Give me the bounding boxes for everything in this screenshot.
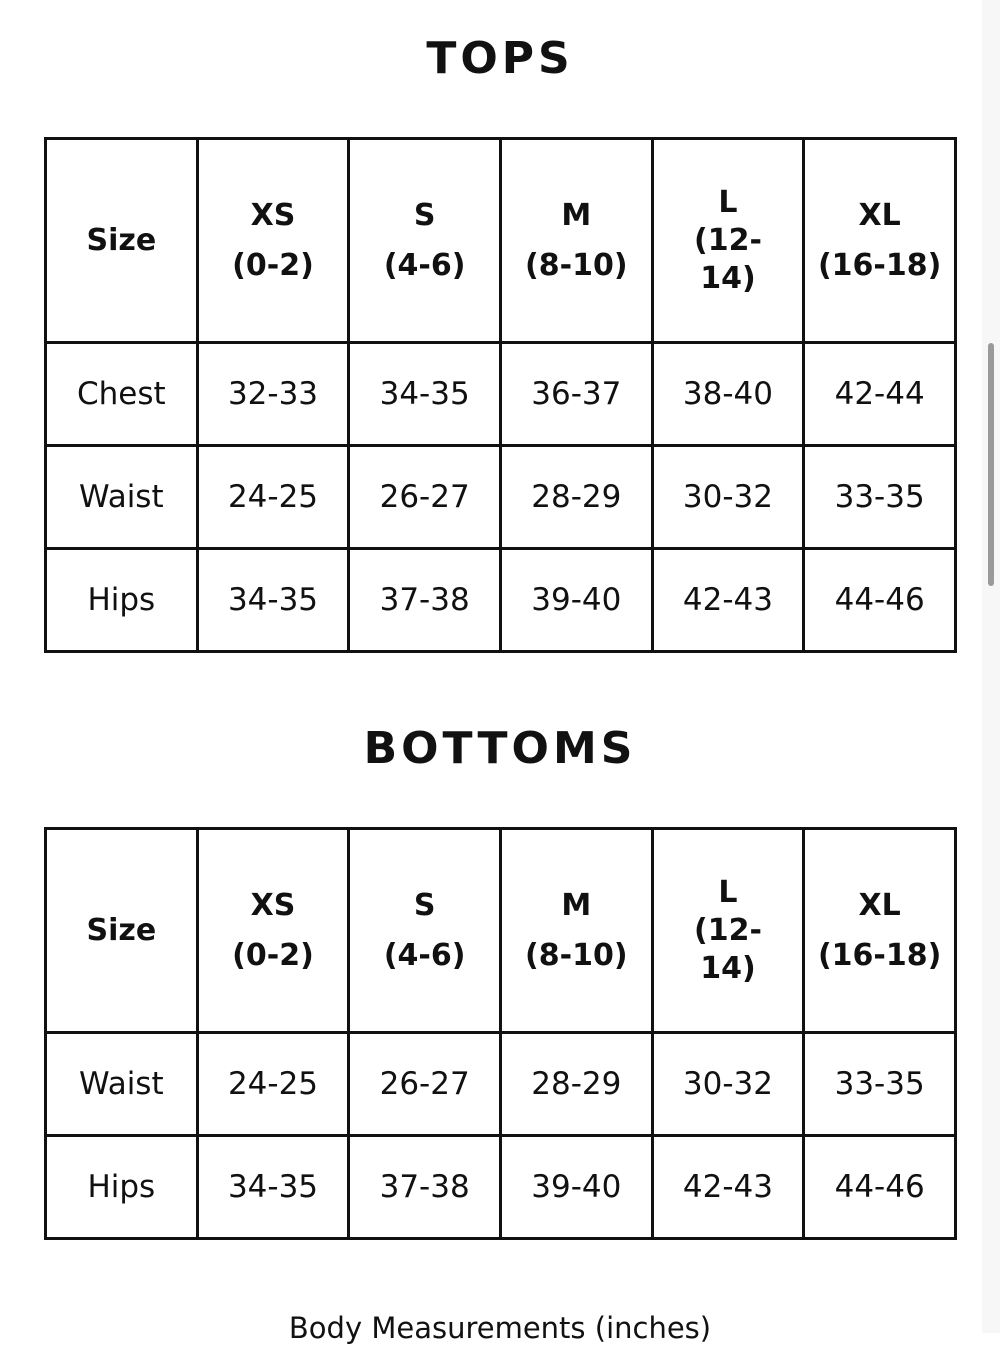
size-header-line: L	[718, 184, 738, 220]
size-header-s	[349, 829, 501, 1033]
table-cell: 34-35	[197, 549, 349, 652]
size-header-xs	[197, 829, 349, 1033]
table-cell: 24-25	[197, 446, 349, 549]
size-column-header: Size	[46, 139, 198, 343]
table-cell: 37-38	[349, 1136, 501, 1239]
table-header-row	[46, 139, 956, 343]
size-header-line: M	[561, 887, 592, 923]
size-header-xl	[804, 829, 956, 1033]
size-header-line: L	[718, 874, 738, 910]
table-cell: 33-35	[804, 446, 956, 549]
table-cell: 38-40	[652, 343, 804, 446]
size-header-line: XL	[858, 197, 901, 233]
size-header-line: 14)	[700, 260, 756, 296]
size-header-m	[500, 139, 652, 343]
table-cell: 26-27	[349, 446, 501, 549]
table-cell: 34-35	[197, 1136, 349, 1239]
size-header-line: (12-	[693, 912, 762, 948]
table-row	[46, 549, 956, 652]
bottoms-size-table	[44, 827, 957, 1240]
table-cell: 28-29	[500, 446, 652, 549]
table-cell: 37-38	[349, 549, 501, 652]
table-row	[46, 343, 956, 446]
table-row	[46, 1033, 956, 1136]
table-cell: 30-32	[652, 1033, 804, 1136]
table-header-row	[46, 829, 956, 1033]
size-header-line: S	[413, 887, 436, 923]
table-cell: 39-40	[500, 549, 652, 652]
measurement-units-note: Body Measurements (inches)	[288, 1311, 712, 1345]
size-header-line: (0-2)	[232, 247, 314, 283]
table-cell: 39-40	[500, 1136, 652, 1239]
size-header-line: S	[413, 197, 436, 233]
table-cell: 36-37	[500, 343, 652, 446]
size-header-line: XL	[858, 887, 901, 923]
row-label: Waist	[46, 1033, 198, 1136]
table-cell: 42-43	[652, 549, 804, 652]
table-cell: 26-27	[349, 1033, 501, 1136]
scrollbar-track[interactable]	[982, 0, 1000, 1333]
size-header-l	[652, 139, 804, 343]
size-header-line: 14)	[700, 950, 756, 986]
table-cell: 28-29	[500, 1033, 652, 1136]
tops-section-title: TOPS	[426, 33, 574, 84]
table-cell: 44-46	[804, 1136, 956, 1239]
size-header-line: (0-2)	[232, 937, 314, 973]
size-header-line: (8-10)	[525, 247, 628, 283]
size-header-line: (4-6)	[383, 247, 466, 283]
bottoms-section-title: BOTTOMS	[363, 723, 637, 774]
size-header-line: (4-6)	[383, 937, 466, 973]
size-header-line: (12-	[693, 222, 762, 258]
size-header-s	[349, 139, 501, 343]
tops-size-table	[44, 137, 957, 653]
size-header-line: (8-10)	[525, 937, 628, 973]
table-cell: 42-44	[804, 343, 956, 446]
scrollbar-thumb[interactable]	[988, 343, 994, 586]
size-header-xl	[804, 139, 956, 343]
size-header-line: XS	[250, 197, 296, 233]
row-label: Hips	[46, 549, 198, 652]
table-cell: 33-35	[804, 1033, 956, 1136]
row-label: Waist	[46, 446, 198, 549]
row-label: Hips	[46, 1136, 198, 1239]
table-cell: 44-46	[804, 549, 956, 652]
table-row	[46, 1136, 956, 1239]
table-cell: 32-33	[197, 343, 349, 446]
table-cell: 24-25	[197, 1033, 349, 1136]
table-cell: 42-43	[652, 1136, 804, 1239]
size-header-line: XS	[250, 887, 296, 923]
table-row	[46, 446, 956, 549]
size-header-line: (16-18)	[817, 247, 942, 283]
size-header-l	[652, 829, 804, 1033]
size-column-header: Size	[46, 829, 198, 1033]
size-header-m	[500, 829, 652, 1033]
row-label: Chest	[46, 343, 198, 446]
size-header-xs	[197, 139, 349, 343]
table-cell: 30-32	[652, 446, 804, 549]
size-header-line: M	[561, 197, 592, 233]
table-cell: 34-35	[349, 343, 501, 446]
size-header-line: (16-18)	[817, 937, 942, 973]
